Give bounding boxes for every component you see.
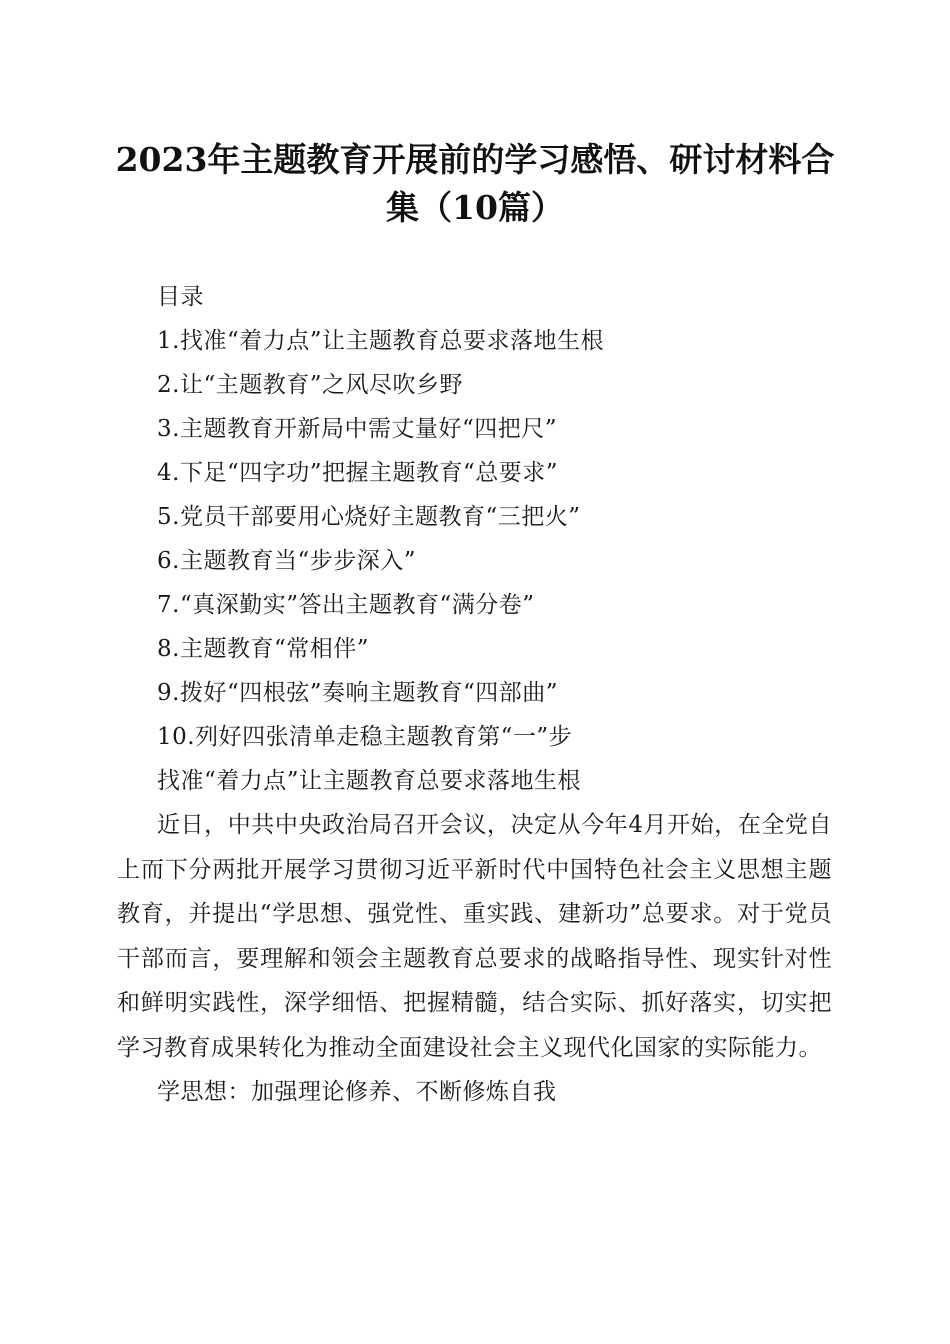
toc-item: 10.列好四张清单走稳主题教育第“一”步	[157, 724, 573, 750]
section-heading: 学思想：加强理论修养、不断修炼自我	[157, 1079, 557, 1105]
body-paragraph: 近日，中共中央政治局召开会议，决定从今年4月开始，在全党自上而下分两批开展学习贯彻习近平新时代中国特色社会主义思想主题教育，并提出“学思想、强党性、重实践、建新功”总要求。对于党员干部而言，要理解和领会主题教育总要求的战略指导性、现实针对性和鲜明实践性，深学细悟、把握精髓，结合实际、抓好落实，切实把学习教育成果转化为推动全面建设社会主义现代化国家的实际能力。	[117, 812, 832, 1061]
toc-item: 6.主题教育当“步步深入”	[157, 548, 416, 574]
document-title: 2023年主题教育开展前的学习感悟、研讨材料合集（10篇）	[115, 140, 835, 227]
toc-item: 7.“真深勤实”答出主题教育“满分卷”	[157, 592, 535, 618]
toc-item: 5.党员干部要用心烧好主题教育“三把火”	[157, 504, 581, 530]
toc-item: 2.让“主题教育”之风尽吹乡野	[157, 372, 463, 398]
toc-item: 1.找准“着力点”让主题教育总要求落地生根	[157, 328, 604, 354]
toc-item: 9.拨好“四根弦”奏响主题教育“四部曲”	[157, 680, 558, 706]
toc-item: 3.主题教育开新局中需丈量好“四把尺”	[157, 416, 557, 442]
toc-heading: 目录	[157, 284, 204, 310]
article-title: 找准“着力点”让主题教育总要求落地生根	[157, 768, 582, 794]
document-body	[117, 275, 832, 1114]
toc-item: 4.下足“四字功”把握主题教育“总要求”	[157, 460, 558, 486]
toc-item: 8.主题教育“常相伴”	[157, 636, 369, 662]
